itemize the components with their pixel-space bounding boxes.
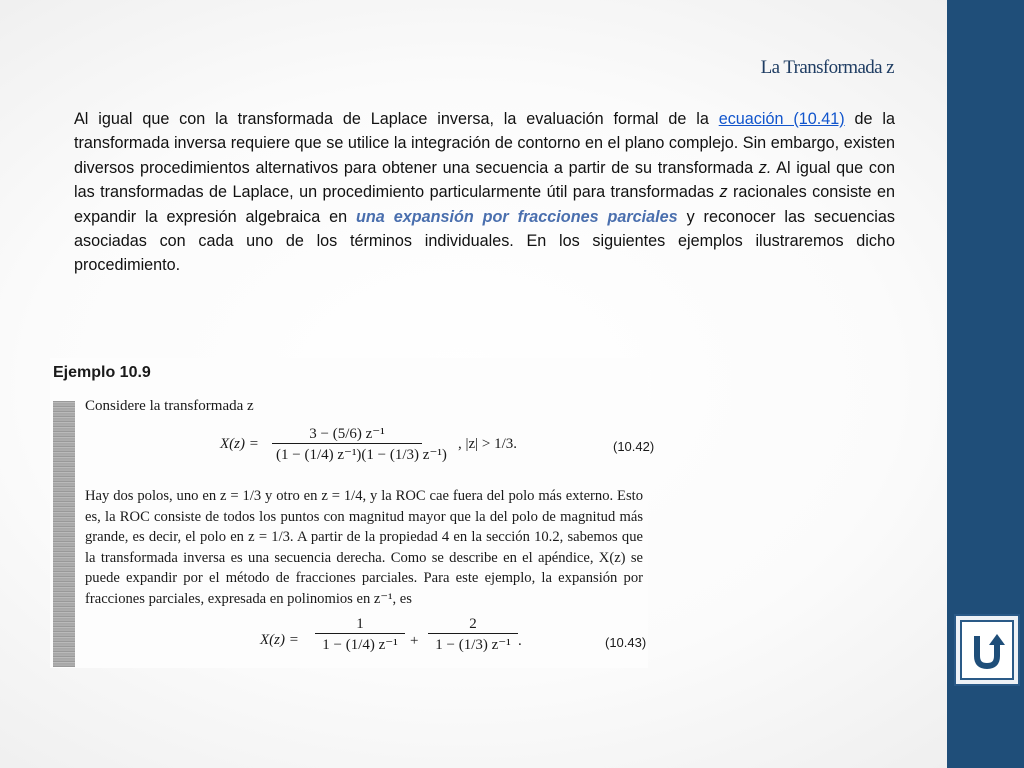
fraction-denominator: 1 − (1/4) z⁻¹ (315, 633, 405, 654)
highlighted-term: una expansión por fracciones parciales (356, 207, 678, 226)
equation-period: . (518, 633, 522, 649)
fraction-denominator: (1 − (1/4) z⁻¹)(1 − (1/3) z⁻¹) (272, 443, 422, 464)
fraction-numerator: 1 (356, 616, 364, 632)
example-intro: Considere la transformada z (85, 398, 254, 414)
example-paragraph: Hay dos polos, uno en z = 1/3 y otro en z = 1/4, y la ROC cae fuera del polo más externo. Esto es, la ROC consiste de todos los puntos con magnitud mayor que la del polo de magnitud más grande, es decir, el polo en z = 1/3. A partir de la propiedad 4 en la sección 10.2, sabemos que la transformada inversa es una secuencia derecha. Como se describe en el apéndice, X(z) se puede expandir por el método de fracciones parciales. Para este ejemplo, la expansión por fracciones parciales, expresada en polinomios en z⁻¹, es (85, 488, 643, 607)
back-button[interactable] (954, 614, 1020, 686)
fraction-numerator: 3 − (5/6) z⁻¹ (309, 426, 385, 442)
partial-fraction-1 (315, 616, 405, 654)
italic-z: z (719, 183, 728, 202)
body-text-segment: racionales consiste en expandir la expresión algebraica en (74, 183, 895, 226)
equation-fraction (272, 424, 447, 464)
body-text-segment: Al igual que con las transformadas de Laplace, un procedimiento particularmente útil para transformadas (74, 158, 895, 202)
equation-number: (10.43) (605, 635, 647, 650)
scan-margin-bar (53, 401, 75, 667)
equation-lhs: X(z) = (260, 632, 299, 648)
return-arrow-icon (965, 626, 1009, 674)
italic-z: z. (758, 158, 772, 177)
plus-sign: + (410, 633, 419, 649)
roc-condition: , |z| > 1/3. (458, 436, 518, 452)
body-text-segment: de la transformada inversa requiere que se utilice la integración de contorno en el plano complejo. Sin embargo, existen diversos procedimientos alternativos para obtener una secuencia a partir de su transformada (74, 110, 895, 177)
slide-title: La Transformada z (760, 57, 894, 78)
fraction-numerator: 2 (469, 616, 477, 632)
equation-link[interactable]: ecuación (10.41) (718, 110, 845, 128)
fraction-denominator: 1 − (1/3) z⁻¹ (428, 633, 518, 654)
body-text-segment: y reconocer las secuencias asociadas con cada uno de los términos individuales. En los siguientes ejemplos ilustraremos dicho procedimiento. (74, 207, 895, 275)
back-button-face[interactable] (960, 620, 1014, 680)
example-scan-image (50, 358, 655, 668)
body-text-segment: Al igual que con la transformada de Laplace inversa, la evaluación formal de la (74, 110, 719, 128)
example-title: Ejemplo 10.9 (53, 364, 151, 381)
body-paragraph (74, 107, 895, 278)
partial-fraction-2 (428, 616, 518, 654)
equation-lhs: X(z) = (220, 436, 259, 452)
equation-number: (10.42) (613, 439, 655, 454)
